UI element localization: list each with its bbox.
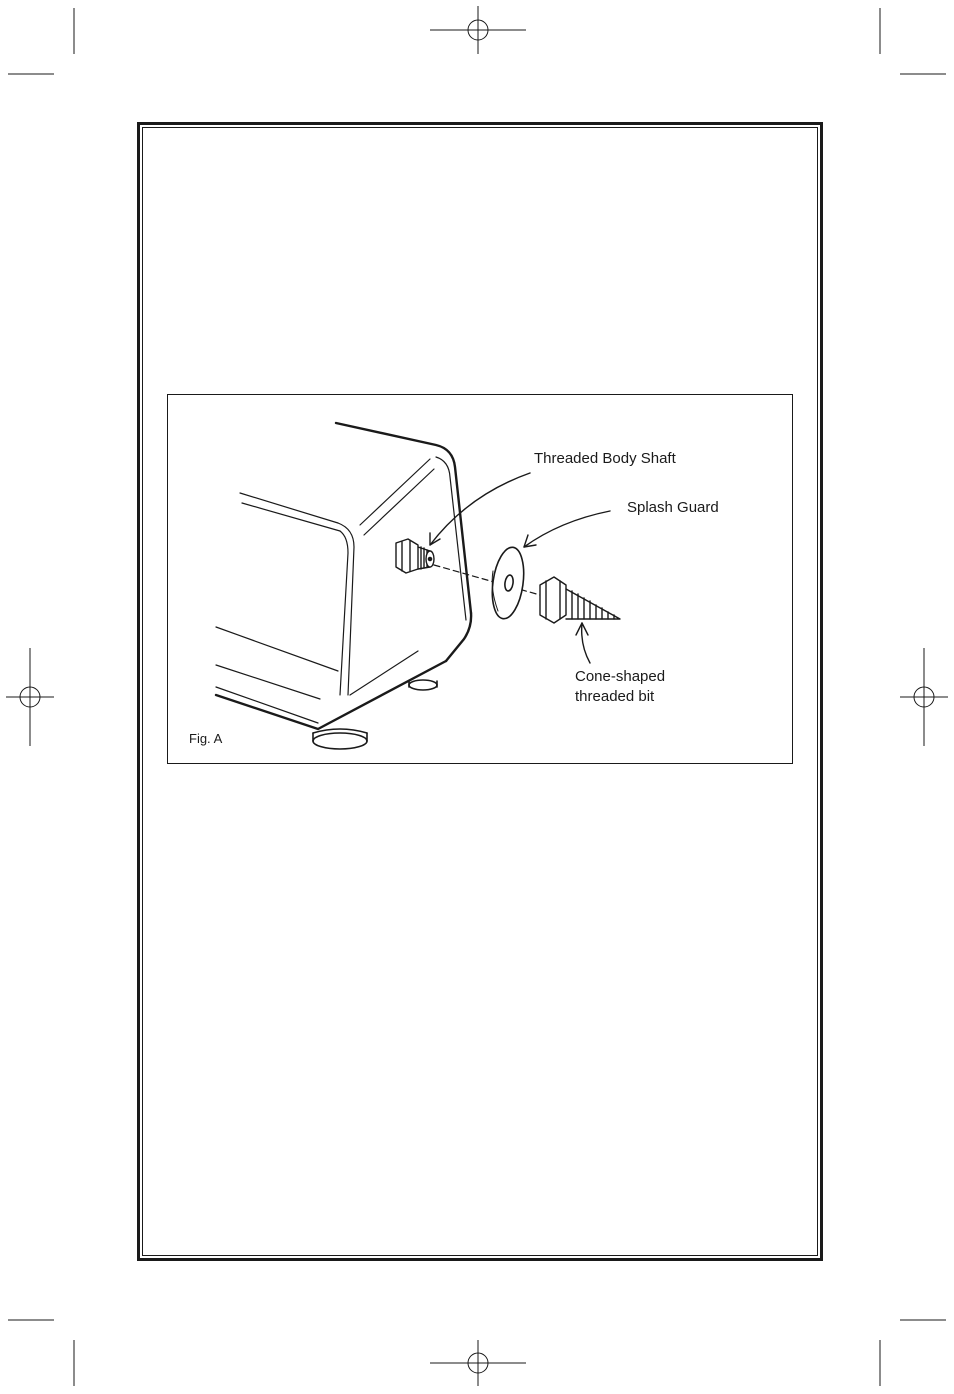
figure-illustration xyxy=(168,395,792,763)
threaded-body-shaft xyxy=(396,539,434,573)
leader-arrow-shaft xyxy=(430,473,530,545)
figure-a xyxy=(167,394,793,764)
splash-guard-washer xyxy=(488,545,528,620)
registration-crosshair-icon xyxy=(900,648,948,746)
leader-arrow-splash xyxy=(524,511,610,547)
registration-crosshair-icon xyxy=(430,6,526,54)
cone-shaped-bit xyxy=(540,577,620,623)
appliance-housing xyxy=(336,423,471,613)
leader-arrow-bit xyxy=(582,623,590,663)
callout-splash-guard: Splash Guard xyxy=(627,499,719,516)
callout-cone-bit-line1: Cone-shaped xyxy=(575,668,666,685)
callout-threaded-body-shaft: Threaded Body Shaft xyxy=(534,450,676,467)
callout-cone-bit-line2: threaded bit xyxy=(575,688,655,705)
registration-crosshair-icon xyxy=(6,648,54,746)
registration-crosshair-icon xyxy=(430,1340,526,1386)
figure-label: Fig. A xyxy=(189,731,223,746)
